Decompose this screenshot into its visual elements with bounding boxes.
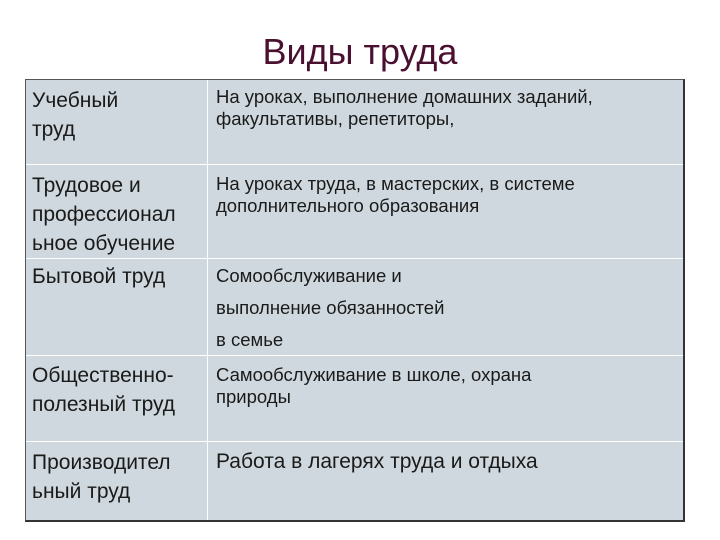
row-divider xyxy=(26,441,683,442)
labor-type-cell: Бытовой труд xyxy=(32,265,166,288)
labor-type-cell: Производител ьный труд xyxy=(32,451,171,503)
row-divider xyxy=(26,164,683,165)
labor-description-cell: На уроках труда, в мастерских, в системе дополнительного образования xyxy=(216,173,575,216)
labor-description-cell: На уроках, выполнение домашних заданий, факультативы, репетиторы, xyxy=(216,86,593,129)
page-title: Виды труда xyxy=(262,31,458,72)
labor-type-cell: Учебный труд xyxy=(32,89,119,141)
labor-types-table xyxy=(25,79,685,522)
column-divider xyxy=(207,80,208,520)
row-divider xyxy=(26,258,683,259)
labor-description-cell: Работа в лагерях труда и отдыха xyxy=(216,450,538,473)
labor-type-cell: Общественно- полезный труд xyxy=(32,364,176,416)
labor-description-cell: Самообслуживание в школе, охрана природы xyxy=(216,364,532,407)
labor-type-cell: Трудовое и профессионал ьное обучение xyxy=(32,174,176,255)
labor-description-cell: Сомообслуживание и выполнение обязанностей в семье xyxy=(216,265,445,350)
